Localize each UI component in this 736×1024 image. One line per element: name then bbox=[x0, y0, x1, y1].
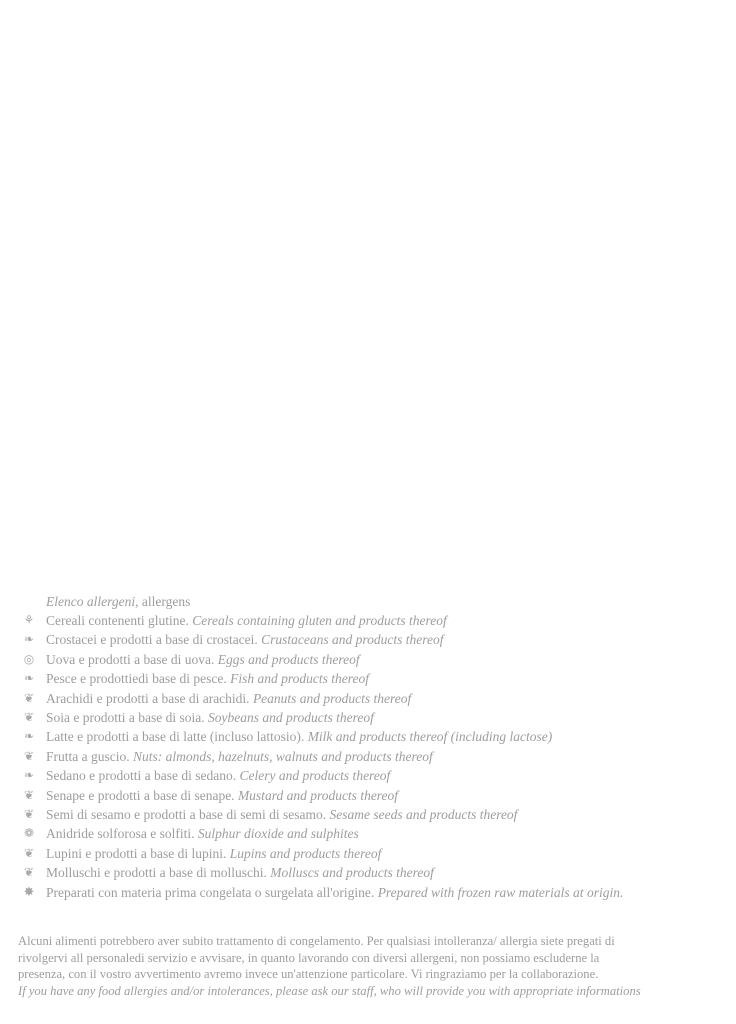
allergen-label-en: Peanuts and products thereof bbox=[252, 690, 412, 706]
allergen-label-en: Milk and products thereof (including lactose) bbox=[307, 729, 553, 745]
allergen-label-en: Cereals containing gluten and products thereof bbox=[192, 613, 447, 628]
list-item bbox=[18, 863, 718, 882]
heading-roman: allergens bbox=[141, 594, 191, 609]
allergen-label-it: Sedano e prodotti a base di sedano. bbox=[46, 768, 237, 784]
allergen-label-it: Uova e prodotti a base di uova. bbox=[46, 651, 215, 667]
allergen-label-en: Sulphur dioxide and sulphites bbox=[197, 826, 359, 842]
allergen-label-en: Molluscs and products thereof bbox=[270, 865, 434, 881]
allergen-label-it: Anidride solforosa e solfiti. bbox=[46, 826, 195, 842]
list-item bbox=[18, 844, 718, 863]
list-item bbox=[18, 708, 718, 727]
milk-icon: ❧ bbox=[23, 729, 35, 744]
egg-icon: ◎ bbox=[23, 651, 35, 666]
disclaimer-line-3: presenza, con il vostro avvertimento avremo invece un'attenzione particolare. Vi ringraziamo per la collaborazione. bbox=[18, 967, 599, 982]
allergen-label-it: Crostacei e prodotti a base di crostacei. bbox=[46, 632, 258, 648]
allergen-label-it: Frutta a guscio. bbox=[46, 748, 130, 764]
peanut-icon: ❦ bbox=[23, 690, 35, 705]
allergen-label-it: Cereali contenenti glutine. bbox=[46, 613, 189, 628]
allergen-label-en: Sesame seeds and products thereof bbox=[329, 807, 518, 823]
allergy-disclaimer bbox=[18, 933, 720, 999]
lupin-icon: ❦ bbox=[23, 845, 35, 860]
allergen-label-it: Pesce e prodottiedi base di pesce. bbox=[46, 671, 227, 687]
soy-icon: ❦ bbox=[23, 710, 35, 725]
allergen-label-en: Eggs and products thereof bbox=[217, 651, 360, 667]
allergen-label-it: Molluschi e prodotti a base di molluschi. bbox=[46, 865, 267, 881]
allergen-label-en: Soybeans and products thereof bbox=[207, 710, 374, 726]
list-item bbox=[18, 824, 718, 843]
mollusc-icon: ❦ bbox=[23, 865, 35, 880]
allergen-label-it: Lupini e prodotti a base di lupini. bbox=[46, 845, 227, 861]
list-item bbox=[18, 786, 718, 805]
list-item bbox=[18, 727, 718, 746]
snowflake-icon: ✸ bbox=[23, 884, 35, 900]
disclaimer-line-2: rivolgervi all personaledi servizio e avvisare, in quanto lavorando con diversi allergeni, non possiamo escluderne la bbox=[18, 950, 600, 965]
allergen-label-it: Semi di sesamo e prodotti a base di semi di sesamo. bbox=[46, 807, 327, 823]
allergen-label-en: Lupins and products thereof bbox=[229, 845, 382, 861]
list-item bbox=[18, 805, 718, 824]
list-item bbox=[18, 630, 718, 649]
mustard-icon: ❦ bbox=[23, 787, 35, 802]
sulphite-icon: ❁ bbox=[23, 826, 35, 841]
allergen-label-en: Prepared with frozen raw materials at origin. bbox=[377, 884, 624, 900]
list-item bbox=[18, 689, 718, 708]
allergen-label-en: Celery and products thereof bbox=[239, 768, 391, 784]
fish-icon: ❧ bbox=[23, 671, 35, 686]
list-item bbox=[18, 747, 718, 766]
allergen-label-it: Arachidi e prodotti a base di arachidi. bbox=[46, 690, 250, 706]
crustacean-icon: ❧ bbox=[23, 632, 35, 647]
list-item bbox=[18, 669, 718, 688]
list-item bbox=[18, 611, 718, 630]
wheat-icon: ⚘ bbox=[23, 613, 35, 627]
disclaimer-line-1: Alcuni alimenti potrebbero aver subito trattamento di congelamento. Per qualsiasi intolleranza/ allergia siete pregati di bbox=[18, 934, 615, 948]
list-item bbox=[18, 766, 718, 785]
list-item bbox=[18, 883, 718, 902]
allergen-label-it: Latte e prodotti a base di latte (incluso lattosio). bbox=[46, 729, 305, 745]
nuts-icon: ❦ bbox=[23, 748, 35, 763]
allergen-list-heading bbox=[18, 592, 718, 611]
allergen-list bbox=[18, 611, 718, 902]
allergen-label-en: Crustaceans and products thereof bbox=[261, 632, 444, 648]
allergen-list-block bbox=[18, 592, 718, 902]
allergen-label-it: Soia e prodotti a base di soia. bbox=[46, 710, 205, 726]
allergen-label-it: Preparati con materia prima congelata o surgelata all'origine. bbox=[46, 884, 375, 900]
disclaimer-line-en: If you have any food allergies and/or intolerances, please ask our staff, who will provide you with appropriate informations bbox=[18, 983, 641, 998]
allergen-label-en: Fish and products thereof bbox=[230, 671, 369, 687]
list-item bbox=[18, 650, 718, 669]
heading-italic: Elenco allergeni, bbox=[46, 594, 139, 609]
allergen-label-en: Mustard and products thereof bbox=[237, 787, 399, 803]
celery-icon: ❧ bbox=[23, 768, 35, 783]
sesame-icon: ❦ bbox=[23, 807, 35, 822]
allergen-label-en: Nuts: almonds, hazelnuts, walnuts and products thereof bbox=[133, 748, 433, 764]
allergen-label-it: Senape e prodotti a base di senape. bbox=[46, 787, 235, 803]
